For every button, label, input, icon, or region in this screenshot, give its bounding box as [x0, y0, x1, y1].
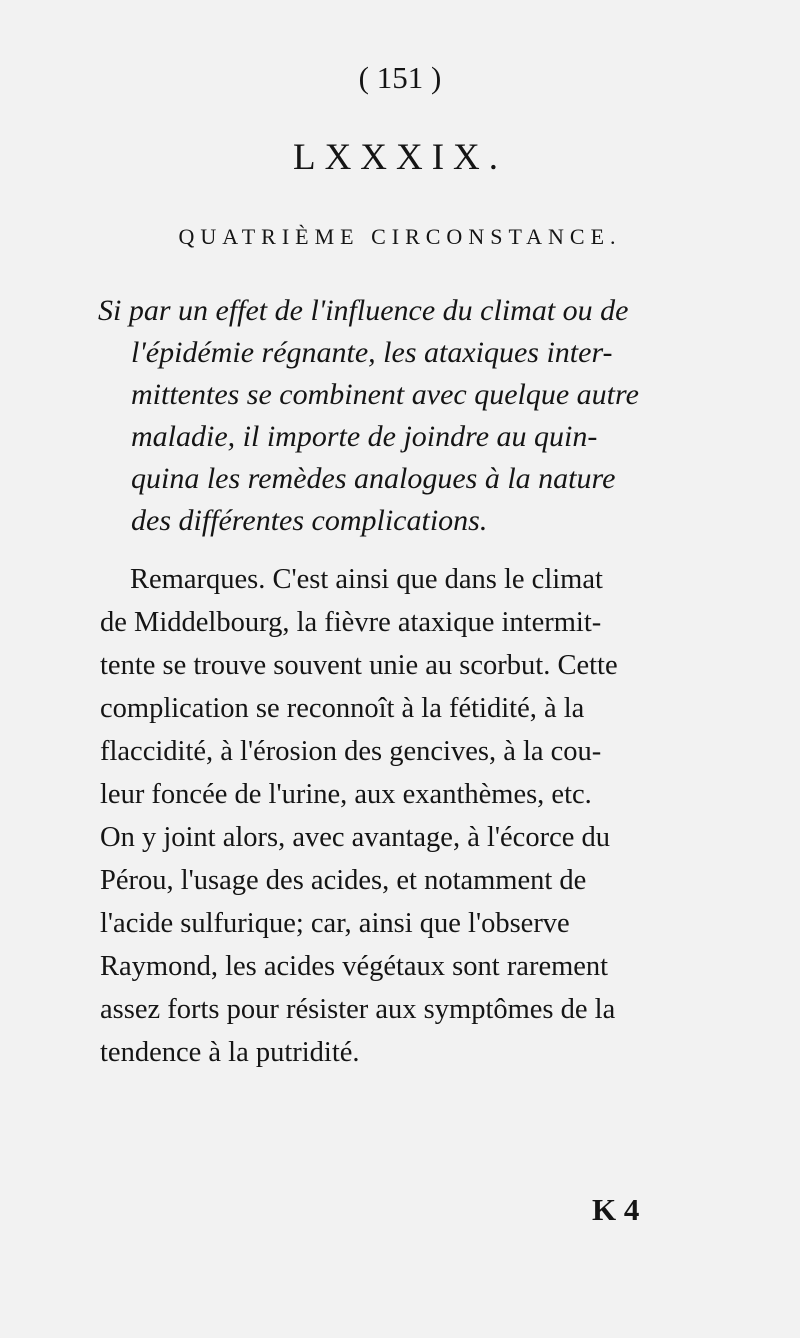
body-line: l'acide sulfurique; car, ainsi que l'observe — [100, 908, 570, 939]
page-number: ( 151 ) — [358, 60, 442, 95]
body-line: assez forts pour résister aux symptômes de la — [100, 994, 616, 1025]
italic-line: des différentes complications. — [131, 504, 488, 537]
italic-line: l'épidémie régnante, les ataxiques inter- — [131, 336, 613, 369]
body-line: Remarques. C'est ainsi que dans le climat — [130, 564, 603, 595]
italic-line: mittentes se combinent avec quelque autre — [131, 378, 639, 411]
body-line: Raymond, les acides végétaux sont rarement — [100, 951, 609, 982]
body-line: tente se trouve souvent unie au scorbut. Cette — [100, 650, 618, 681]
body-line: de Middelbourg, la fièvre ataxique intermit- — [100, 607, 602, 638]
italic-line: maladie, il importe de joindre au quin- — [131, 420, 598, 453]
body-line: Pérou, l'usage des acides, et notamment de — [100, 865, 587, 896]
section-number: LXXXIX. — [292, 137, 508, 178]
body-line: flaccidité, à l'érosion des gencives, à la cou- — [100, 736, 602, 767]
italic-line: quina les remèdes analogues à la nature — [131, 462, 616, 495]
section-title: QUATRIÈME CIRCONSTANCE. — [178, 224, 622, 249]
italic-paragraph — [98, 290, 713, 542]
body-line: leur foncée de l'urine, aux exanthèmes, etc. — [100, 779, 592, 810]
body-line: complication se reconnoît à la fétidité, à la — [100, 693, 585, 724]
italic-line: Si par un effet de l'influence du climat ou de — [98, 294, 629, 327]
body-line: On y joint alors, avec avantage, à l'écorce du — [100, 822, 610, 853]
signature-mark: K 4 — [592, 1192, 640, 1227]
body-paragraph — [100, 558, 715, 1074]
body-line: tendence à la putridité. — [100, 1037, 360, 1068]
